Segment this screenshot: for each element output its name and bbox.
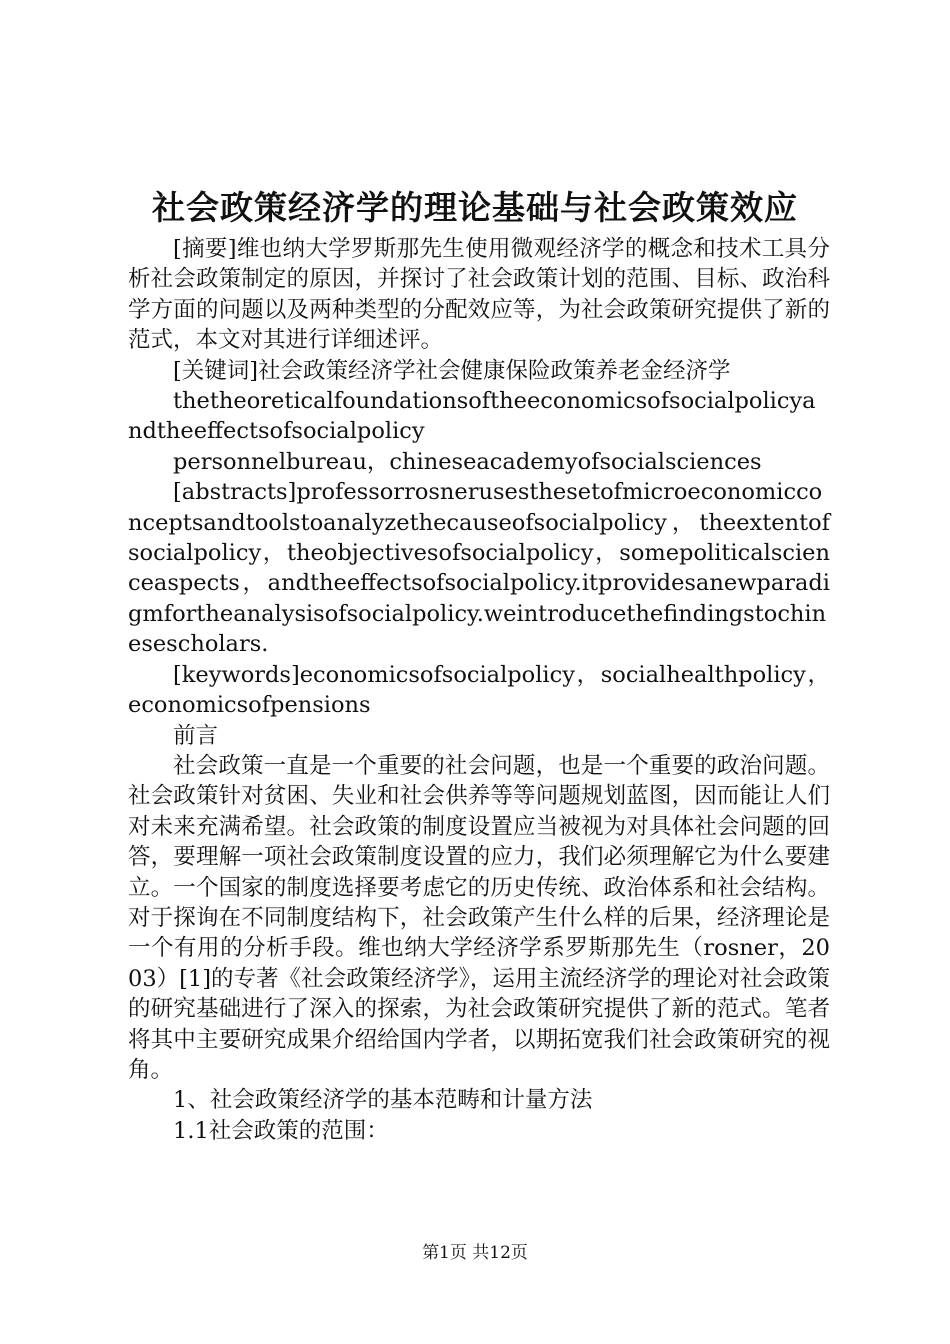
keywords-paragraph: [关键词]社会政策经济学社会健康保险政策养老金经济学 (173, 357, 731, 384)
english-abstract-paragraph: [abstracts]professorrosnerusesthesetofmicroeconomicconceptsandtoolstoanalyzethecauseofsocialpolicy，theextentofsocialpolicy，theobjectivesofsocialpolicy，somepoliticalscienceaspects，andtheeffectsofsocialpolicy.itprovidesanewparadigmfortheanalysisofsocialpolicy.weintroducethefindingstochinesescholars. (128, 479, 830, 658)
english-title-paragraph: thetheoreticalfoundationsoftheeconomicsofsocialpolicyandtheeffectsofsocialpolicy (128, 388, 816, 445)
document-title: 社会政策经济学的理论基础与社会政策效应 (152, 188, 798, 227)
section-heading-preface: 前言 (173, 722, 219, 749)
abstract-paragraph: [摘要]维也纳大学罗斯那先生使用微观经济学的概念和技术工具分析社会政策制定的原因，并探讨了社会政策计划的范围、目标、政治科学方面的问题以及两种类型的分配效应等，为社会政策研究提供了新的范式，本文对其进行详细述评。 (128, 236, 830, 354)
page-number-footer: 第1页 共12页 (422, 1243, 528, 1263)
section-heading-1: 1、社会政策经济学的基本范畴和计量方法 (173, 1087, 593, 1114)
english-keywords-paragraph: [keywords]economicsofsocialpolicy，socialhealthpolicy，economicsofpensions (128, 661, 830, 719)
preface-paragraph: 社会政策一直是一个重要的社会问题，也是一个重要的政治问题。社会政策针对贫困、失业和社会供养等等问题规划蓝图，因而能让人们对未来充满希望。社会政策的制度设置应当被视为对具体社会问题的回答，要理解一项社会政策制度设置的应力，我们必须理解它为什么要建立。一个国家的制度选择要考虑它的历史传统、政治体系和社会结构。对于探询在不同制度结构下，社会政策产生什么样的后果，经济理论是一个有用的分析手段。维也纳大学经济学系罗斯那先生（rosner，2003）[1]的专著《社会政策经济学》，运用主流经济学的理论对社会政策的研究基础进行了深入的探索，为社会政策研究提供了新的范式。笔者将其中主要研究成果介绍给国内学者，以期拓宽我们社会政策研究的视角。 (128, 752, 830, 1083)
section-heading-1-1: 1.1社会政策的范围： (173, 1117, 389, 1144)
document-body (128, 234, 830, 1146)
affiliation-paragraph: personnelbureau，chineseacademyofsocialsciences (173, 448, 762, 475)
